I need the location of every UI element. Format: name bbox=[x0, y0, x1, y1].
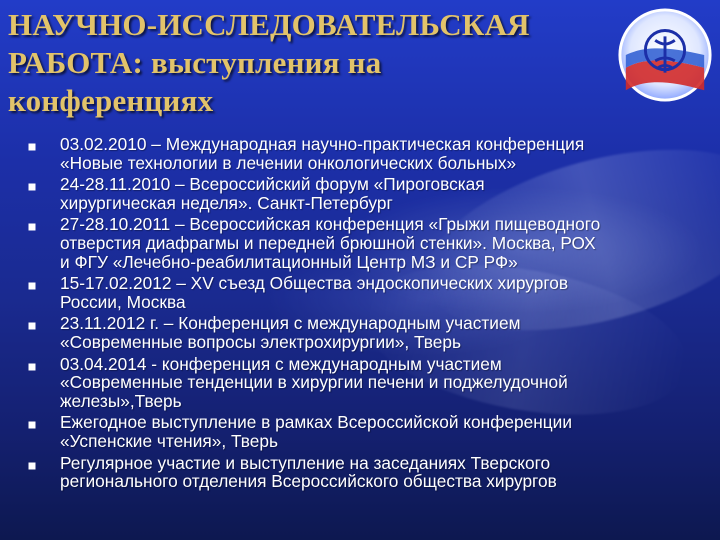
list-item bbox=[27, 215, 687, 271]
list-item bbox=[27, 355, 687, 411]
list-item-text: 03.02.2010 – Международная научно-практическая конференция «Новые технологии в лечении онкологических больных» bbox=[60, 134, 585, 173]
square-bullet-icon bbox=[27, 355, 37, 377]
square-bullet-icon bbox=[27, 215, 37, 237]
square-bullet-icon bbox=[27, 413, 37, 435]
emblem-icon bbox=[616, 6, 714, 104]
list-item-text: Регулярное участие и выступление на заседаниях Тверского регионального отделения Всероссийского общества хирургов bbox=[60, 452, 557, 492]
square-bullet-icon bbox=[27, 314, 37, 336]
square-bullet-icon bbox=[27, 175, 37, 197]
list-item bbox=[27, 314, 687, 351]
square-bullet-icon bbox=[27, 274, 37, 296]
list-item bbox=[27, 175, 687, 212]
list-item-text: 24-28.11.2010 – Всероссийский форум «Пироговская хирургическая неделя». Санкт-Петербург bbox=[60, 174, 485, 213]
list-item bbox=[27, 413, 687, 450]
list-item-text: 03.04.2014 - конференция с международным участием «Современные тенденции в хирургии печени и поджелудочной железы»,Тверь bbox=[60, 353, 568, 411]
list-item bbox=[27, 454, 687, 491]
conference-list bbox=[27, 135, 687, 494]
list-item bbox=[27, 135, 687, 172]
list-item bbox=[27, 274, 687, 311]
list-item-text: Ежегодное выступление в рамках Всероссийской конференции «Успенские чтения», Тверь bbox=[60, 412, 572, 451]
list-item-text: 23.11.2012 г. – Конференция с международным участием «Современные вопросы электрохирургии», Тверь bbox=[60, 313, 521, 352]
square-bullet-icon bbox=[27, 454, 37, 476]
square-bullet-icon bbox=[27, 135, 37, 157]
list-item-text: 15-17.02.2012 – XV съезд Общества эндоскопических хирургов России, Москва bbox=[60, 273, 569, 312]
slide-title: НАУЧНО-ИССЛЕДОВАТЕЛЬСКАЯ РАБОТА: выступления на конференциях bbox=[8, 7, 530, 118]
list-item-text: 27-28.10.2011 – Всероссийская конференция «Грыжи пищеводного отверстия диафрагмы и передней брюшной стенки». Москва, РОХ и ФГУ «Лечебно-реабилитационный Центр МЗ и СР РФ» bbox=[60, 214, 601, 272]
